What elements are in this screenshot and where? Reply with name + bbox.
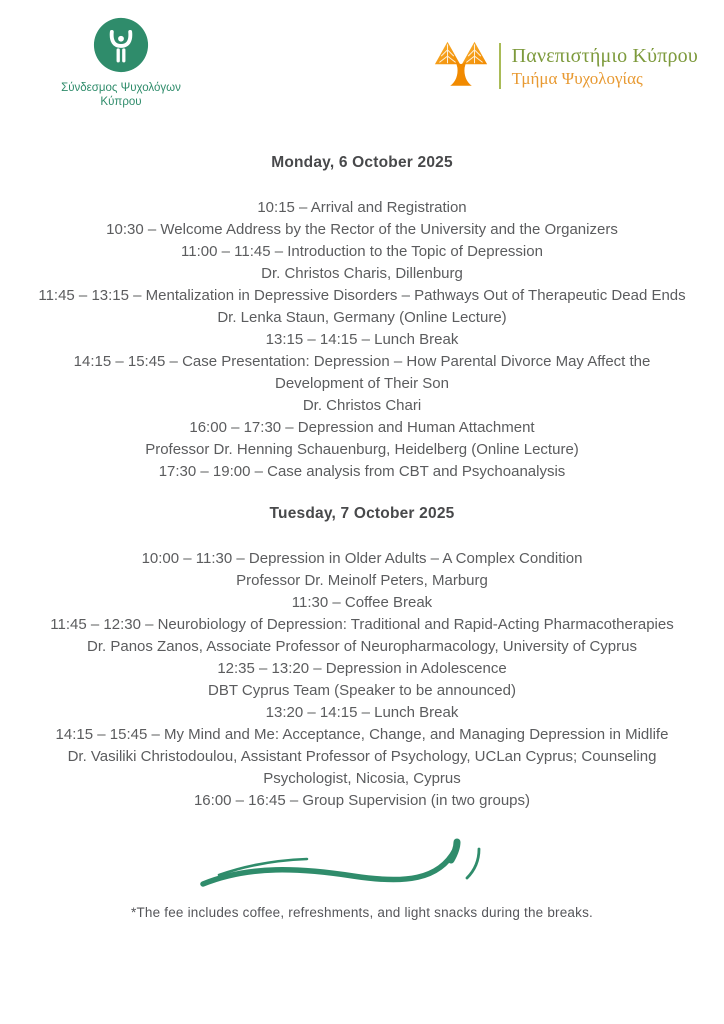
schedule-line: 13:20 – 14:15 – Lunch Break	[265, 704, 459, 721]
schedule-line: 10:30 – Welcome Address by the Rector of the University and the Organizers	[106, 221, 618, 238]
schedule-line: 11:45 – 13:15 – Mentalization in Depressive Disorders – Pathways Out of Therapeutic Dead Ends	[38, 287, 686, 304]
schedule-line: 14:15 – 15:45 – My Mind and Me: Acceptance, Change, and Managing Depression in Midlife	[55, 726, 669, 743]
association-name-line2: Κύπρου	[100, 96, 142, 108]
page-header	[0, 0, 724, 120]
schedule-line: 17:30 – 19:00 – Case analysis from CBT and Psychoanalysis	[158, 463, 566, 480]
logo-divider	[499, 43, 501, 89]
schedule-line: 11:45 – 12:30 – Neurobiology of Depression: Traditional and Rapid-Acting Pharmacotherapies	[50, 616, 674, 633]
schedule-line: DBT Cyprus Team (Speaker to be announced)	[208, 682, 516, 699]
decorative-swoosh-icon	[195, 834, 495, 892]
schedule-line: 13:15 – 14:15 – Lunch Break	[265, 331, 459, 348]
university-wordmark	[512, 44, 698, 89]
psychologists-association-logo	[40, 16, 202, 109]
footer-flourish	[0, 834, 724, 897]
department-name: Τμήμα Ψυχολογίας	[511, 68, 643, 88]
schedule-line: 16:00 – 16:45 – Group Supervision (in two groups)	[193, 792, 531, 809]
schedule-line: 14:15 – 15:45 – Case Presentation: Depression – How Parental Divorce May Affect the Development of Their Son	[73, 353, 651, 392]
day-heading-monday: Monday, 6 October 2025	[271, 154, 453, 171]
schedule-line: 10:15 – Arrival and Registration	[257, 199, 467, 216]
fee-footnote: *The fee includes coffee, refreshments, and light snacks during the breaks.	[130, 905, 593, 920]
psi-figure-icon	[92, 16, 150, 74]
schedule-line: Dr. Christos Charis, Dillenburg	[261, 265, 463, 282]
university-tree-icon	[434, 40, 488, 92]
schedule-line: Dr. Panos Zanos, Associate Professor of Neuropharmacology, University of Cyprus	[87, 638, 637, 655]
association-name-line1: Σύνδεσμος Ψυχολόγων	[61, 82, 181, 94]
university-name: Πανεπιστήμιο Κύπρου	[511, 44, 698, 67]
university-of-cyprus-logo	[434, 40, 698, 92]
schedule-line: Dr. Christos Chari	[302, 397, 422, 414]
schedule-line: 11:30 – Coffee Break	[291, 594, 433, 611]
day-heading-tuesday: Tuesday, 7 October 2025	[269, 505, 455, 522]
monday-schedule-list	[0, 197, 724, 483]
tuesday-schedule-list	[0, 548, 724, 812]
schedule-line: Professor Dr. Henning Schauenburg, Heidelberg (Online Lecture)	[145, 441, 579, 458]
schedule-line: 16:00 – 17:30 – Depression and Human Attachment	[189, 419, 535, 436]
schedule-line: 11:00 – 11:45 – Introduction to the Topic of Depression	[181, 243, 543, 260]
schedule-line: Dr. Vasiliki Christodoulou, Assistant Professor of Psychology, UCLan Cyprus; Counseling Psychologist, Nicosia, Cyprus	[67, 748, 657, 787]
schedule-line: Professor Dr. Meinolf Peters, Marburg	[236, 572, 488, 589]
schedule-line: 10:00 – 11:30 – Depression in Older Adults – A Complex Condition	[141, 550, 583, 567]
schedule-line: Dr. Lenka Staun, Germany (Online Lecture)	[217, 309, 507, 326]
association-name	[61, 81, 181, 109]
schedule-line: 12:35 – 13:20 – Depression in Adolescence	[217, 660, 507, 677]
